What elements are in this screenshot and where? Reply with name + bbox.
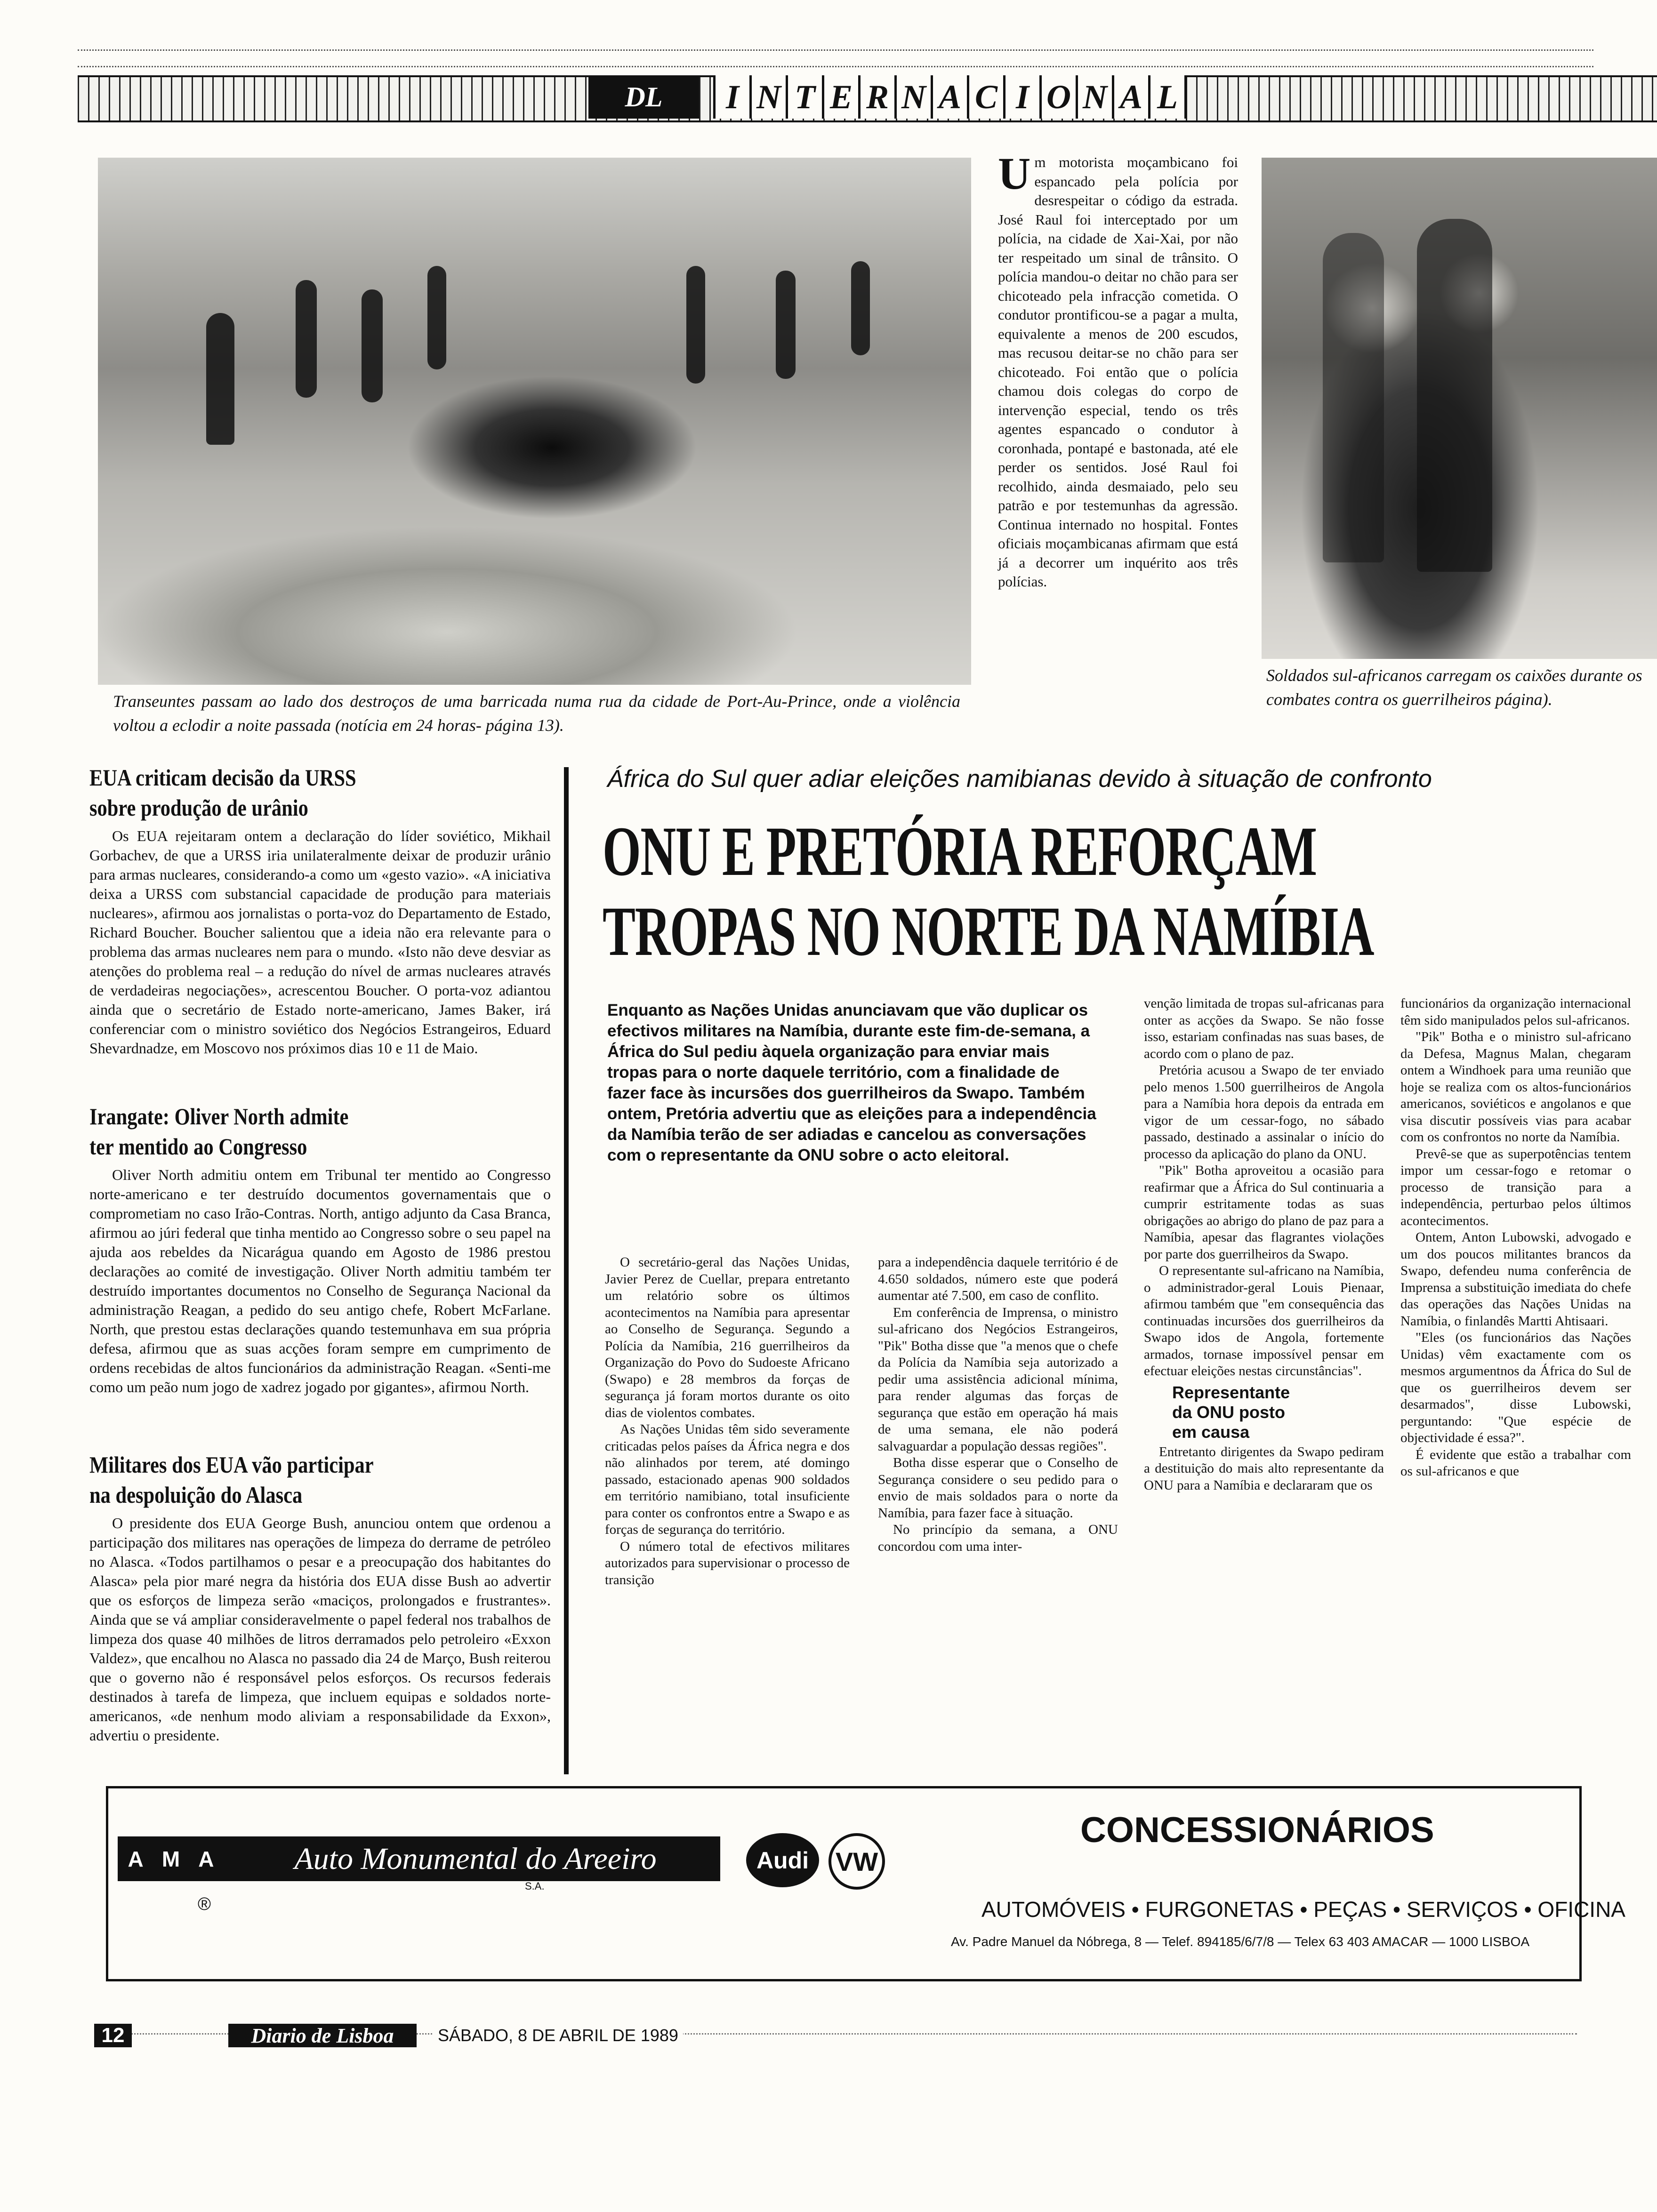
story-column-1 [605,1254,850,1588]
brief-alaska-title-2: na despoluição do Alasca [89,1482,303,1508]
story-kicker: África do Sul quer adiar eleições namibianas devido à situação de confronto [607,765,1432,793]
paragraph: "Eles (os funcionários das Nações Unidas) vêm exactamente com os mesmos argumentnos da África do Sul de que os guerrilheiros devem ser desarmados", disse Lubowski, perguntando: "Que espécie de objectividade é essa?". [1400,1330,1631,1445]
brief-uranium-title-2: sobre produção de urânio [89,794,308,821]
section-letter: N [1076,75,1112,119]
brief-alaska-body: O presidente dos EUA George Bush, anunciou ontem que ordenou a participação dos militares nas operações de limpeza do derrame de petróleo no Alasca. «Todos partilhamos o pesar e a preocupação dos habitantes do Alasca» pela pior maré negra da história dos EUA disse Bush ao advertir que os esforços de limpeza serão «maciços, prolongados e frustrantes». Ainda que se vá ampliar consideravelmente o papel federal nos trabalhos de limpeza dos quase 40 milhões de litros derramados pelo petroleiro «Exxon Valdez», que encalhou no Alasca no passado dia 24 de Março, Bush reiterou que o governo não é responsável pelos esforços. Os recursos federais destinados à tarefa de limpeza, que incluem equipas e soldados norte-americanos, «de nenhum modo aliviam a responsabilidade da Exxon», advertiu o presidente. [89,1515,551,1744]
dealer-name: Auto Monumental do Areeiro [231,1836,720,1881]
column-divider [564,767,569,1774]
brief-uranium-body: Os EUA rejeitaram ontem a declaração do líder soviético, Mikhail Gorbachev, de que a URSS iria unilateralmente deixar de produzir urânio para armas nucleares, considerando-a como um «gesto vazio». «A iniciativa deixa a URSS com substancial capacidade de produção para materiais nucleares», afirmou aos jornalistas o porta-voz do Departamento de Estado, Richard Boucher. Boucher salientou que a ideia não era relevante para o problema das armas nucleares nem para o mundo. «Isto não deve desviar as atenções do problema real – a redução do nível de armas nucleares através de verdadeiras negociações», acrescentou Boucher. O porta-voz adiantou ainda que o secretário de Estado norte-americano, James Baker, irá conferenciar com o ministro soviético dos Negócios Estrangeiros, Eduard Shevardnadze, em Moscovo nos próximos dias 10 e 11 de Maio. [89,827,551,1057]
paragraph: funcionários da organização internacional têm sido manipulados pelos sul-africanos. [1400,996,1631,1028]
story-column-3 [1144,995,1384,1494]
photo-caption-left: Transeuntes passam ao lado dos destroços de uma barricada numa rua da cidade de Port-Au-Prince, onde a violência voltou a eclodir a noite passada (notícia em 24 horas- página 13). [113,692,960,735]
paragraph: Botha disse esperar que o Conselho de Segurança considere o seu pedido para o envio de mais soldados para o norte da Namíbia, para fazer face à situação. [878,1455,1118,1521]
paragraph: para a independência daquele território é de 4.650 soldados, número este que poderá aumentar até 7.500, em caso de conflito. [878,1255,1118,1303]
brief-uranium [89,762,551,1058]
section-letter: A [931,75,967,119]
story-lead: Enquanto as Nações Unidas anunciavam que vão duplicar os efectivos militares na Namíbia, durante este fim-de-semana, a África do Sul pediu àquela organização para enviar mais tropas para o norte daquele território, com a finalidade de fazer face às incursões dos guerrilheiros da Swapo. Também ontem, Pretória advertiu que as eleições para a independência da Namíbia terão de ser adiadas e cancelou as conversações com o representante da ONU sobre o acto eleitoral. [607,1001,1096,1164]
ad-services: AUTOMÓVEIS • FURGONETAS • PEÇAS • SERVIÇOS • OFICINA [981,1897,1625,1922]
section-letter: R [858,75,894,119]
paragraph: O representante sul-africano na Namíbia, o administrador-geral Louis Pienaar, afirmou também que "em consequência das continuadas incursões dos guerrilheiros da Swapo idos de Angola, fortemente armados, tornase impossível pensar em efectuar eleições nestas circunstâncias". [1144,1263,1384,1378]
brief-mozambique [998,148,1238,592]
paragraph: Entretanto dirigentes da Swapo pediram a destituição do mais alto representante da ONU para a Namíbia e declararam que os [1144,1444,1384,1493]
headline-line-2: TROPAS NO NORTE DA NAMÍBIA [603,892,1374,970]
soldiers-photo [1262,158,1657,659]
brief-irangate-title-1: Irangate: Oliver North admite [89,1103,349,1130]
brief-alaska [89,1450,551,1745]
registered-mark: ® [198,1894,211,1914]
ad-address: Av. Padre Manuel da Nóbrega, 8 — Telef. 894185/6/7/8 — Telex 63 403 AMACAR — 1000 LISBOA [951,1934,1530,1949]
section-letter: C [967,75,1003,119]
subheading [1172,1383,1384,1442]
brief-uranium-title-1: EUA criticam decisão da URSS [89,764,356,791]
dealer-sa: S.A. [525,1880,545,1892]
paragraph: É evidente que estão a trabalhar com os sul-africanos e que [1400,1447,1631,1479]
photo-caption-right: Soldados sul-africanos carregam os caixões durante os combates contra os guerrilheiros página). [1266,666,1642,709]
section-letter: L [1148,75,1187,119]
top-rule [78,49,1593,51]
brief-irangate-title-2: ter mentido ao Congresso [89,1133,307,1160]
vw-logo: VW [828,1833,885,1890]
brief-irangate-body: Oliver North admitiu ontem em Tribunal ter mentido ao Congresso norte-americano e ter destruído documentos governamentais que o comprometiam no caso Irão-Contras. North, antigo adjunto da Casa Branca, afirmou ao júri federal que tinha mentido ao Congresso sobre o seu papel na ajuda aos rebeldes da Nicarágua quando em Agosto de 1986 prestou declarações ao comité de investigação. Oliver North admitiu também ter destruído importantes documentos no Conselho de Segurança Nacional da administração Reagan, a pedido do seu antigo chefe, Robert McFarlane. North, que prestou estas declarações quando testemunhava em sua própria defesa, afirmou que as suas acções foram sempre em cumprimento de ordens recebidas de altos funcionários da administração Reagan. «Senti-me como um peão num jogo de xadrez jogado por gigantes», afirmou North. [89,1166,551,1395]
paragraph: No princípio da semana, a ONU concordou com uma inter- [878,1522,1118,1554]
subheading-line-2: da ONU posto [1172,1402,1285,1422]
ad-heading: CONCESSIONÁRIOS [1080,1810,1434,1850]
paragraph: Prevê-se que as superpotências tentem impor um cessar-fogo e retomar o processo de transição para a independência, perturbao pelos últimos acontecimentos. [1400,1146,1631,1228]
subheading-line-1: Representante [1172,1382,1290,1402]
paragraph: Pretória acusou a Swapo de ter enviado pelo menos 1.500 guerrilheiros de Angola para a Namíbia hora depois da entrada em vigor de um cessar-fogo, no sábado passado, destinado a assinalar o início do processo da aplicação do plano da ONU. [1144,1063,1384,1162]
story-column-4 [1400,995,1631,1480]
paragraph: "Pik" Botha e o ministro sul-africano da Defesa, Magnus Malan, chegaram ontem a Windhoek para uma reunião que hoje se realiza com os altos-funcionários americanos, soviéticos e angolanos e que visa discutir possíveis vias para acabar com os confrontos no norte da Namíbia. [1400,1029,1631,1145]
page-number: 12 [94,2024,132,2047]
paragraph: Ontem, Anton Lubowski, advogado e um dos poucos militantes brancos da Swapo, defendeu numa conferência de Imprensa a substituição imediata do chefe das operações das Nações Unidas na Namíbia, o finlandês Martti Ahtisaari. [1400,1230,1631,1329]
brief-alaska-title-1: Militares dos EUA vão participar [89,1451,374,1478]
paragraph: O número total de efectivos militares autorizados para supervisionar o processo de transição [605,1539,850,1587]
section-letter: A [1112,75,1148,119]
brief-mozambique-body: m motorista moçambicano foi espancado pela polícia por desrespeitar o código da estrada. José Raul foi interceptado por um polícia, na cidade de Xai-Xai, por não ter respeitado um sinal de trânsito. O polícia mandou-o deitar no chão para ser chicoteado pela infracção cometida. O condutor prontificou-se a pagar a multa, equivalente a menos de 200 escudos, mas recusou deitar-se no chão para ser chicoteado. Foi então que o polícia chamou dois colegas do corpo de intervenção especial, tendo os três agentes espancado o condutor à coronhada, pontapé e bastonada, até ele perder os sentidos. José Raul foi recolhido, ainda desmaiado, pelo seu patrão e por testemunhas da agressão. Continua internado no hospital. Fontes oficiais moçambicanas afirmam que está já a decorrer um inquérito aos três polícias. [998,154,1238,590]
section-title [713,75,1187,119]
paragraph: O secretário-geral das Nações Unidas, Javier Perez de Cuellar, prepara entretanto um relatório sobre os últimos acontecimentos na Namíbia para apresentar ao Conselho de Segurança. Segundo a Polícia da Namíbia, 216 guerrilheiros da Organização do Povo do Sudoeste Africano (Swapo) e 28 membros da forças de segurança já foram mortos durante os oito dias de violentos combates. [605,1255,850,1420]
top-rule-2 [78,66,1593,67]
headline-line-1: ONU E PRETÓRIA REFORÇAM [603,812,1317,890]
section-letter: E [822,75,858,119]
story-column-2 [878,1254,1118,1555]
paragraph: As Nações Unidas têm sido severamente criticadas pelos países da África negra e dos não alinhados por terem, até domingo passado, estacionado apenas 900 soldados em território namibiano, total insuficiente para conter os confrontos entre a Swapo e as forças de segurança do território. [605,1422,850,1537]
section-letter: N [749,75,786,119]
paragraph: "Pik" Botha aproveitou a ocasião para reafirmar que a África do Sul continuaria a cumprir estritamente todas as suas obrigações ao abrigo do plano de paz para a Namíbia, apesar das flagrantes violações por parte dos guerrilheiros da Swapo. [1144,1163,1384,1262]
audi-logo: Audi [746,1833,819,1887]
section-letter: N [894,75,931,119]
drop-cap: U [998,148,1031,199]
paper-name: Diario de Lisboa [228,2024,417,2047]
section-letter: T [786,75,822,119]
section-letter: I [713,75,749,119]
issue-date: SÁBADO, 8 DE ABRIL DE 1989 [433,2026,683,2045]
newspaper-logo: DL [588,75,699,119]
section-letter: O [1039,75,1076,119]
barricade-photo [98,158,971,685]
paragraph: venção limitada de tropas sul-africanas para onter as acções da Swapo. Se não fosse isso, estariam confinadas nas suas bases, de acordo com o plano de paz. [1144,996,1384,1061]
ama-logo: A M A [118,1836,231,1881]
section-letter: I [1003,75,1039,119]
brief-irangate [89,1101,551,1397]
paragraph: Em conferência de Imprensa, o ministro sul-africano dos Negócios Estrangeiros, "Pik" Botha disse que "a menos que o chefe da Polícia da Namíbia seja autorizado a pedir uma assistência adicional mínima, para render algumas das forças de segurança que estão em operação há mais de uma semana, ele não poderá salvaguardar a população dessas regiões". [878,1305,1118,1454]
subheading-line-3: em causa [1172,1422,1250,1442]
